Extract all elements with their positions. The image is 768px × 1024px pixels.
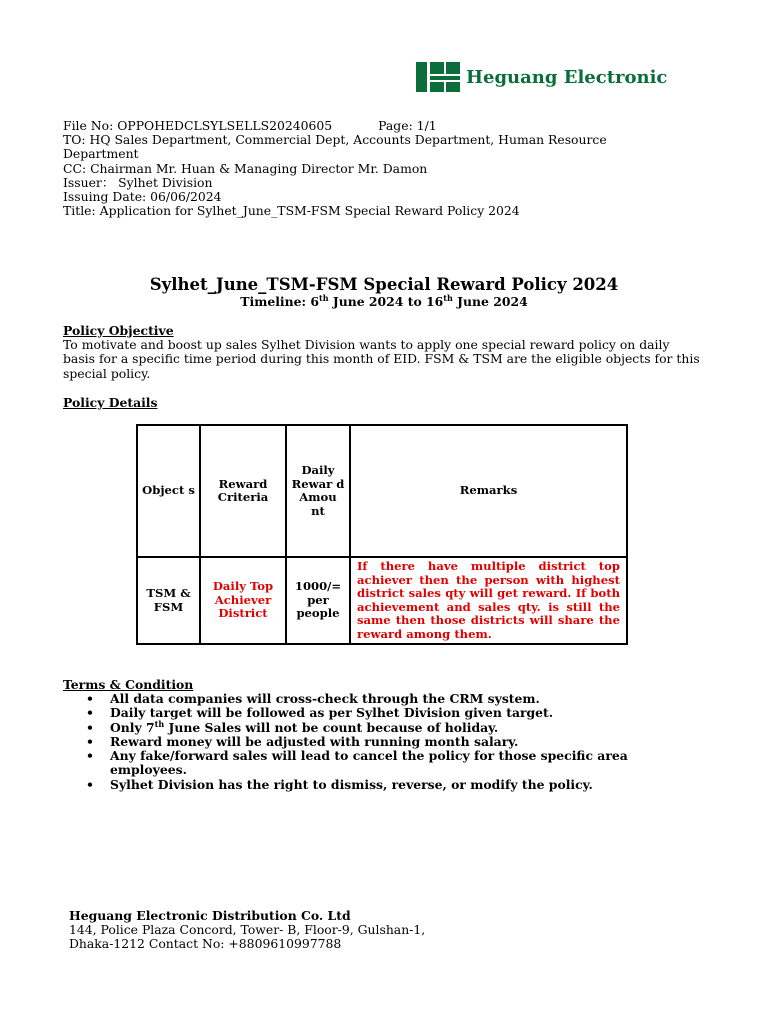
list-item: • Only 7th June Sales will not be count because of holiday. <box>82 721 682 735</box>
issuer-line: Issuer： Sylhet Division <box>63 174 213 190</box>
column-header: Reward Criteria <box>200 425 286 557</box>
list-item: • All data companies will cross-check through the CRM system. <box>82 692 682 706</box>
amount-cell: 1000/= per people <box>286 557 350 644</box>
table-header-row <box>137 425 627 557</box>
column-header: Remarks <box>350 425 627 557</box>
footer-address <box>69 909 569 952</box>
list-item: • Reward money will be adjusted with running month salary. <box>82 735 682 749</box>
footer-contact-line: Dhaka-1212 Contact No: +8809610997788 <box>69 936 342 952</box>
to-line-continued: Department <box>63 146 139 162</box>
list-item: • Sylhet Division has the right to dismiss, reverse, or modify the policy. <box>82 778 682 792</box>
title-line: Title: Application for Sylhet_June_TSM-FSM Special Reward Policy 2024 <box>63 203 520 219</box>
terms-heading: Terms & Condition <box>63 677 194 692</box>
details-heading: Policy Details <box>63 395 158 410</box>
file-number: File No: OPPOHEDCLSYLSELLS20240605 <box>63 118 333 133</box>
list-item: • Any fake/forward sales will lead to cancel the policy for those specific area employees. <box>82 749 682 778</box>
footer-company: Heguang Electronic Distribution Co. Ltd <box>69 908 351 923</box>
column-header: Daily Rewar d Amou nt <box>286 425 350 557</box>
objects-cell: TSM & FSM <box>137 557 200 644</box>
remarks-cell: If there have multiple district top achiever then the person with highest district sales qty will get reward. If both achievement and sales qty. is still the same then those districts will share the reward among them. <box>350 557 627 644</box>
green-block-logo-icon <box>416 62 460 92</box>
cc-line: CC: Chairman Mr. Huan & Managing Director Mr. Damon <box>63 160 428 176</box>
terms-list <box>82 692 682 792</box>
table-row <box>137 557 627 644</box>
company-logo <box>416 62 667 92</box>
objective-heading: Policy Objective <box>63 323 174 338</box>
list-item: • Daily target will be followed as per Sylhet Division given target. <box>82 706 682 720</box>
issuing-date: Issuing Date: 06/06/2024 <box>63 189 222 205</box>
memo-header <box>63 119 713 218</box>
column-header: Object s <box>137 425 200 557</box>
policy-table <box>136 424 628 645</box>
to-line: TO: HQ Sales Department, Commercial Dept, Accounts Department, Human Resource <box>63 132 607 148</box>
brand-name: Heguang Electronic <box>466 66 668 88</box>
objective-text: To motivate and boost up sales Sylhet Division wants to apply one special reward policy on daily basis for a specific time period during this month of EID. FSM & TSM are the eligible objects for this special policy. <box>63 337 700 381</box>
document-title: Sylhet_June_TSM-FSM Special Reward Policy 2024 <box>149 275 619 294</box>
page-number: Page: 1/1 <box>378 118 437 133</box>
timeline: Timeline: 6th June 2024 to 16th June 2024 <box>240 292 528 309</box>
criteria-cell: Daily Top Achiever District <box>200 557 286 644</box>
footer-address-line: 144, Police Plaza Concord, Tower- B, Floor-9, Gulshan-1, <box>69 922 426 938</box>
